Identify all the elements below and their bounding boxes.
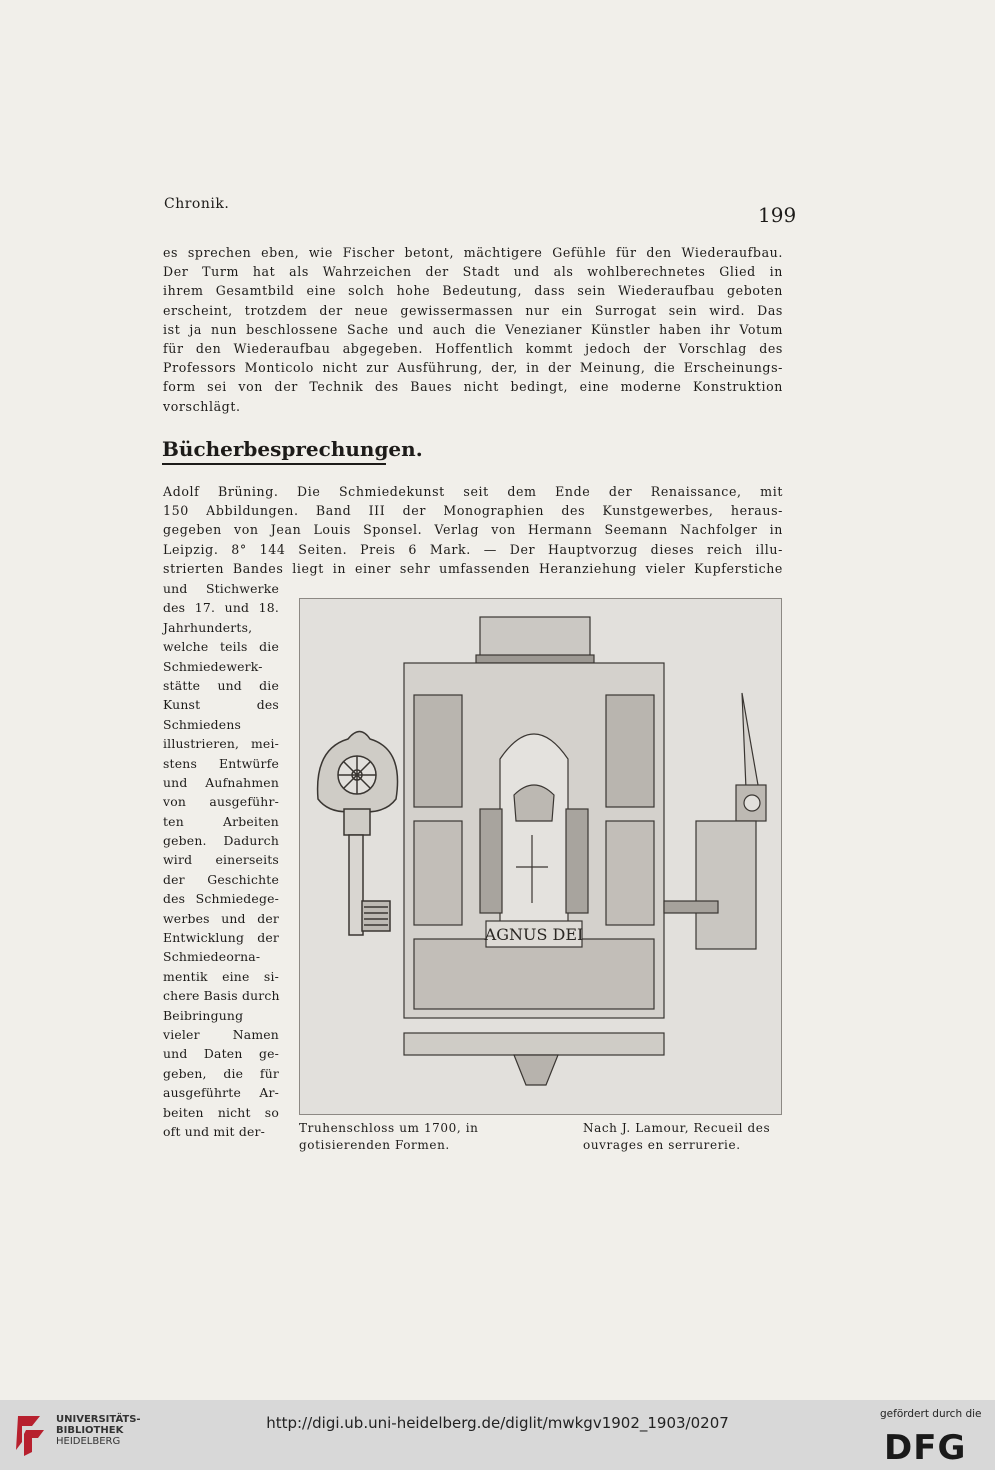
text-line: erscheint, trotzdem der neue gewissermassen nur ein Surrogat sein wird. Das <box>163 302 783 318</box>
figure-caption-right: Nach J. Lamour, Recueil des ouvrages en serrurerie. <box>583 1121 771 1152</box>
source-url-link[interactable]: http://digi.ub.uni-heidelberg.de/diglit/mwkgv1902_1903/0207 <box>266 1414 729 1432</box>
text-line: ihrem Gesamtbild eine solch hohe Bedeutung, dass sein Wiederaufbau geboten <box>163 283 783 299</box>
text-line: strierten Bandes liegt in einer sehr umfassenden Heranziehung vieler Kupferstiche <box>163 560 783 576</box>
text-line: des 17. und 18. <box>163 600 279 616</box>
text-line: beiten nicht so <box>163 1104 279 1120</box>
funding-label: gefördert durch die <box>880 1408 982 1420</box>
lock-plate-drawing <box>404 617 664 1085</box>
text-line: für den Wiederaufbau abgegeben. Hoffentlich kommt jedoch der Vorschlag des <box>163 340 783 356</box>
text-line: Leipzig. 8° 144 Seiten. Preis 6 Mark. — Der Hauptvorzug dieses reich illu- <box>163 541 783 557</box>
text-line: werbes und der <box>163 910 279 926</box>
text-line: 150 Abbildungen. Band III der Monographien des Kunstgewerbes, heraus- <box>163 503 783 519</box>
text-line: der Geschichte <box>163 871 279 887</box>
dfg-logo: DFG <box>884 1428 967 1468</box>
text-line: oft und mit der- <box>163 1123 265 1139</box>
text-line: Der Turm hat als Wahrzeichen der Stadt und als wohlberechnetes Glied in <box>163 264 783 280</box>
figure-caption-left: Truhenschloss um 1700, in gotisierenden Formen. <box>299 1121 479 1152</box>
text-line: Schmiedewerk- <box>163 658 263 674</box>
text-line: geben. Dadurch <box>163 833 279 849</box>
text-line: Schmiedeorna- <box>163 949 261 965</box>
section-heading: Bücherbesprechungen. <box>162 437 386 465</box>
text-line: geben, die für <box>163 1065 279 1081</box>
text-line: ist ja nun beschlossene Sache und auch die Venezianer Künstler haben ihr Votum <box>163 321 783 337</box>
library-line-2: BIBLIOTHEK <box>56 1425 124 1436</box>
text-line: welche teils die <box>163 639 279 655</box>
review-paragraph <box>163 482 783 578</box>
text-line: Professors Monticolo nicht zur Ausführung, der, in der Meinung, die Erscheinungs- <box>163 360 783 376</box>
bolt-side-view <box>664 693 766 949</box>
text-line: stätte und die <box>163 677 279 693</box>
library-line-1: UNIVERSITÄTS- <box>56 1414 141 1425</box>
lock-engraving-illustration <box>300 599 781 1114</box>
text-line: Entwicklung der <box>163 930 279 946</box>
text-line: Jahrhunderts, <box>163 619 253 635</box>
text-line: des Schmiedege- <box>163 891 279 907</box>
key-illustration <box>318 732 398 936</box>
text-line: vieler Namen <box>163 1026 279 1042</box>
text-line: gegeben von Jean Louis Sponsel. Verlag von Hermann Seemann Nachfolger in <box>163 522 783 538</box>
text-line: Beibringung <box>163 1007 244 1023</box>
running-head: Chronik. <box>164 196 230 212</box>
text-line: es sprechen eben, wie Fischer betont, mächtigere Gefühle für den Wiederaufbau. <box>163 245 783 260</box>
text-line: illustrieren, mei- <box>163 736 279 752</box>
lock-engraving-plate <box>299 598 782 1115</box>
text-line: und Daten ge- <box>163 1046 279 1062</box>
text-line: und Stichwerke <box>163 581 279 596</box>
text-line: Adolf Brüning. Die Schmiedekunst seit dem Ende der Renaissance, mit <box>163 484 783 499</box>
text-line: ausgeführte Ar- <box>163 1085 279 1101</box>
text-line: Kunst des <box>163 697 279 713</box>
text-line: form sei von der Technik des Baues nicht bedingt, eine moderne Konstruktion <box>163 379 783 395</box>
text-line: stens Entwürfe <box>163 755 279 771</box>
text-line: wird einerseits <box>163 852 279 868</box>
chronicle-paragraph <box>163 243 783 416</box>
text-line: vorschlägt. <box>163 398 241 414</box>
text-line: mentik eine si- <box>163 968 279 984</box>
wrapped-column-text <box>163 579 279 1141</box>
library-line-3: HEIDELBERG <box>56 1436 121 1447</box>
text-line: von ausgeführ- <box>163 794 279 810</box>
text-line: ten Arbeiten <box>163 813 279 829</box>
text-line: Schmiedens <box>163 716 242 732</box>
page-number: 199 <box>758 203 797 227</box>
text-line: chere Basis durch <box>163 988 280 1004</box>
text-line: und Aufnahmen <box>163 774 279 790</box>
plate-inscription: AGNUS DEI <box>484 925 584 944</box>
